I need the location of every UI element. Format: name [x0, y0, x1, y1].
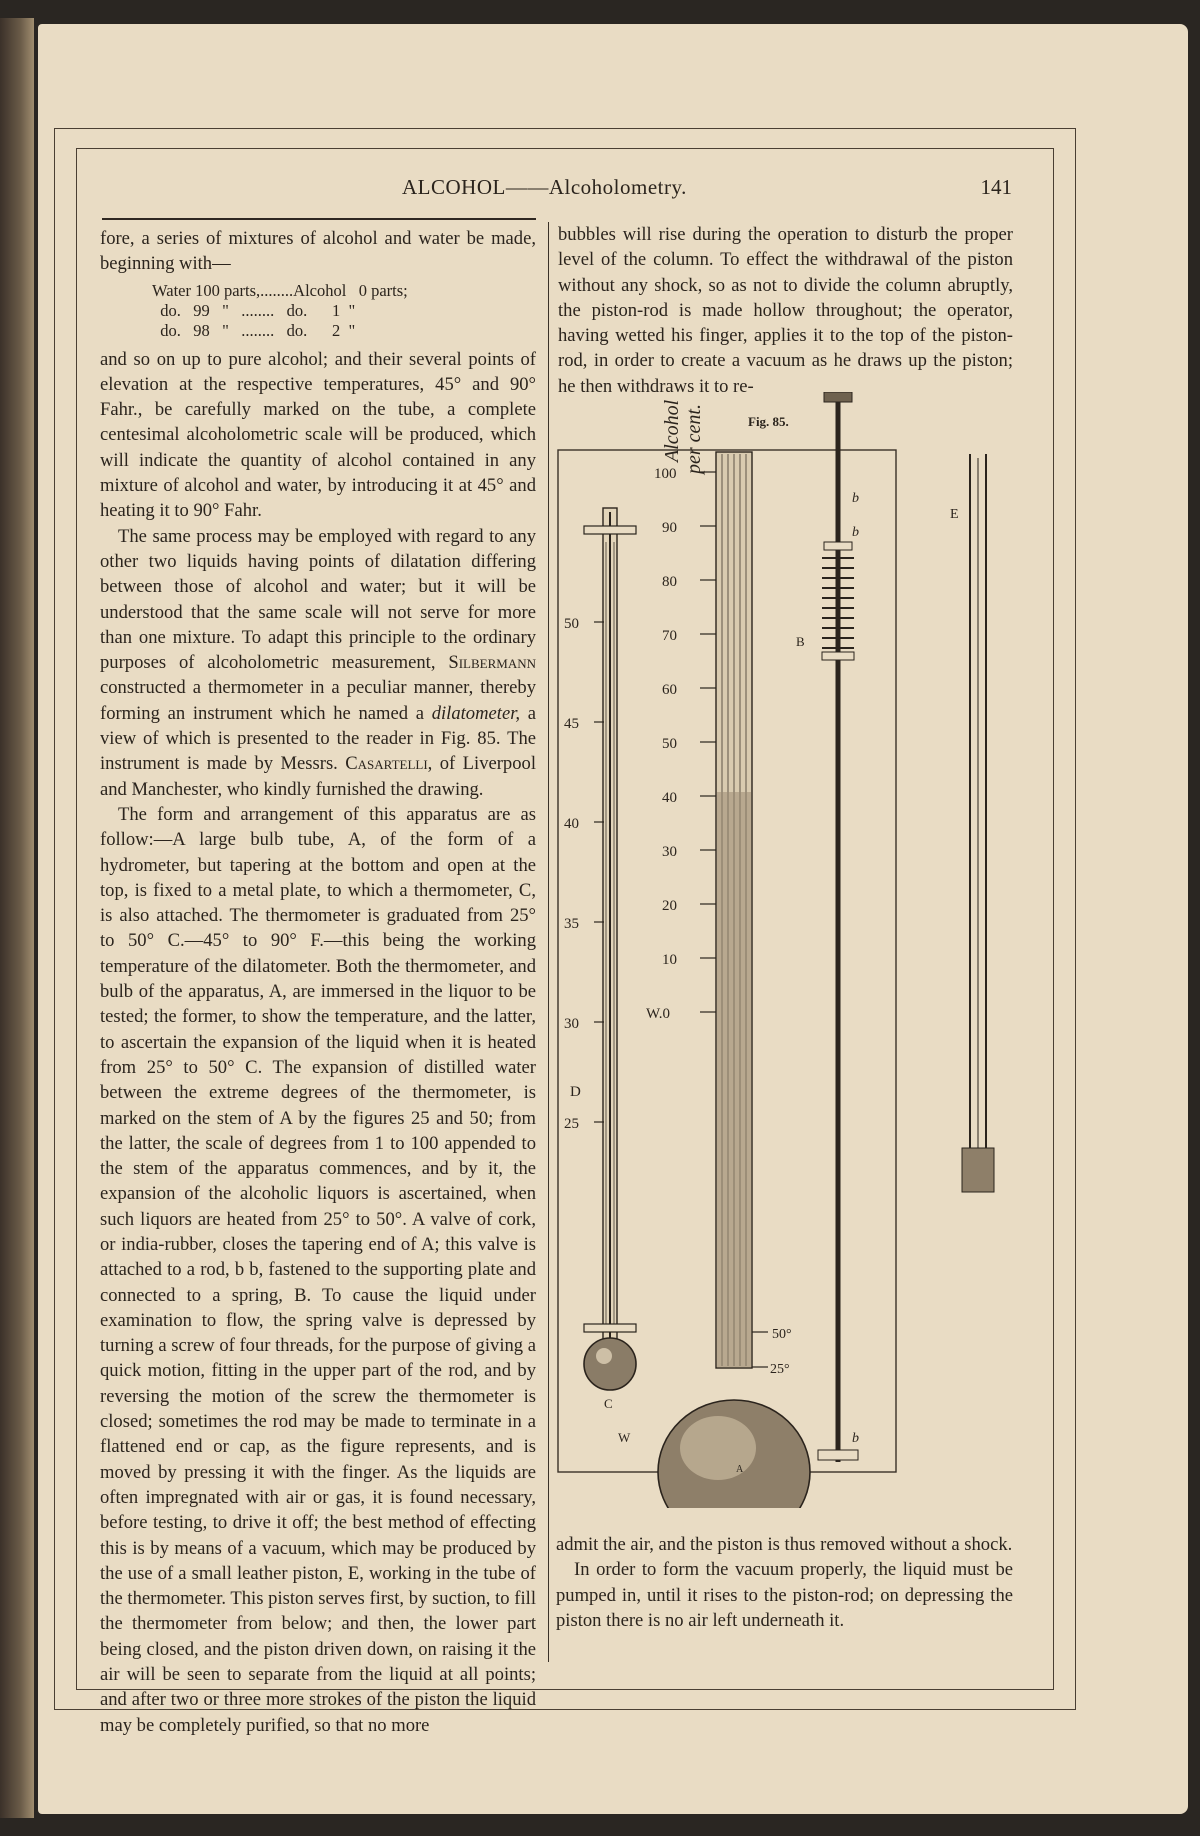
- alcohol-tick-label: 100: [654, 466, 677, 482]
- bulb-tube-a: [618, 452, 810, 1508]
- alcohol-tick-label: 30: [662, 844, 677, 860]
- spring-valve-b: [796, 392, 859, 1462]
- alcohol-tick-label: 40: [662, 790, 677, 806]
- alcohol-tick-label: 50: [662, 736, 677, 752]
- paragraph-right-3: In order to form the vacuum properly, the liquid must be pumped in, until it rises to the piston-rod; on depressing the piston there is no air left underneath it.: [556, 1559, 1013, 1631]
- letter-e: E: [950, 507, 959, 522]
- term-dilatometer: dilatometer,: [431, 702, 521, 724]
- name-casartelli: Casartelli,: [345, 753, 433, 775]
- alcohol-tick-label: 90: [662, 520, 677, 536]
- mixture-table: [152, 281, 536, 341]
- thermo-tick-label: 50: [564, 616, 579, 632]
- stem-heading-alcohol: Alcohol: [661, 399, 683, 462]
- p3-text-d: of Liverpool and Manchester, who kindly furnished the drawing.: [100, 753, 536, 800]
- thermo-tick-label: 40: [564, 816, 579, 832]
- paragraph-right-2: admit the air, and the piston is thus removed without a shock.: [556, 1534, 1013, 1555]
- mixture-row: Water 100 parts,........Alcohol 0 parts;: [152, 280, 408, 300]
- letter-b-rod: b: [852, 525, 859, 540]
- alcohol-tick-label: 70: [662, 628, 677, 644]
- paragraph-4: The form and arrangement of this apparatus are as follow:—A large bulb tube, A, of the form of a hydrometer, but tapering at the bottom and open at the top, is fixed to a metal plate, to which a thermometer, C, is also attached. The thermometer is graduated from 25° to 50° C.—45° to 90° F.—this being the working temperature of the dilatometer. Both the thermometer, and bulb of the apparatus, A, are immersed in the liquor to be tested; the former, to show the temperature, and the latter, to ascertain the expansion of the liquid when it is heated from 25° to 50° C. The expansion of distilled water between the extreme degrees of the thermometer, is marked on the stem of A by the figures 25 and 50; from the latter, the scale of degrees from 1 to 100 appended to the stem of the apparatus commences, and by it, the expansion of the alcoholic liquors is ascertained, when such liquors are heated from 25° to 50°. A valve of cork, or india-rubber, closes the tapering end of A; this valve is attached to a rod, b b, fastened to the supporting plate and connected to a spring, B. To cause the liquid under examination to flow, the spring valve is depressed by turning a screw of four threads, for the purpose of giving a quick motion, fitting in the upper part of the rod, and by reversing the motion of the screw the thermometer is closed; sometimes the rod may be made to terminate in a flattened end or cap, as the figure represents, and is moved by pressing it with the finger. As the liquids are often impregnated with air or gas, it is found necessary, before testing, to drive it off; the best method of effecting this is by means of a vacuum, which may be produced by the use of a small leather piston, E, working in the tube of the thermometer. This piston serves first, by suction, to fill the thermometer from below; and then, the lower part being closed, and the piston driven down, on raising it the air will be seen to separate from the liquid at all points; and after two or three more strokes of the piston the liquid may be completely purified, so that no more: [100, 803, 536, 1736]
- running-head-title: ALCOHOL——Alcoholometry.: [402, 175, 687, 199]
- thermometer-c: [564, 508, 636, 1411]
- paragraph-2: and so on up to pure alcohol; and their several points of elevation at the respective temperatures, 45° and 90° Fahr., be carefully marked on the tube, a complete centesimal alcoholometric scale will be produced, which will indicate the quantity of alcohol contained in any mixture of alcohol and water, by introducing it at 45° and heating it to 90° Fahr.: [100, 348, 536, 522]
- p3-text-c: a view of which is presented to the reader in Fig. 85. The instrument is made by Messrs.: [100, 702, 536, 775]
- alcohol-tick-label: 10: [662, 952, 677, 968]
- left-column: [100, 226, 536, 1738]
- column-divider: [548, 222, 549, 1662]
- name-silbermann: Silbermann: [448, 652, 536, 674]
- letter-d: D: [570, 1084, 581, 1100]
- figure-caption: Fig. 85.: [748, 414, 789, 429]
- running-head: [90, 175, 1020, 205]
- piston-e: [950, 448, 1010, 1198]
- right-column-bottom: [556, 1532, 1013, 1633]
- letter-w: W: [618, 1430, 631, 1445]
- alcohol-tick-label: 60: [662, 682, 677, 698]
- temp-mark-50: 50°: [772, 1327, 792, 1342]
- stem-heading-percent: per cent.: [683, 404, 705, 474]
- alcohol-tick-label: 80: [662, 574, 677, 590]
- page-number: 141: [980, 175, 1012, 199]
- letter-b-rod: b: [852, 1431, 859, 1446]
- letter-a: A: [736, 1464, 744, 1475]
- letter-b-spring: B: [796, 634, 805, 649]
- letter-c: C: [604, 1396, 613, 1411]
- p3-text-b: constructed a thermometer in a peculiar manner, thereby forming an instrument which he named a: [100, 677, 536, 724]
- paragraph-right-1: bubbles will rise during the operation to disturb the proper level of the column. To effect the withdrawal of the piston without any shock, so as not to divide the column abruptly, the piston-rod is made hollow throughout; the operator, having wetted his finger, applies it to the top of the piston-rod, in order to create a vacuum as he draws up the piston; he then withdraws it to re-: [558, 224, 1013, 397]
- alcohol-tick-label: W.0: [646, 1006, 671, 1022]
- paragraph-1: fore, a series of mixtures of alcohol and water be made, beginning with—: [100, 228, 536, 275]
- thermo-tick-label: 25: [564, 1116, 579, 1132]
- figure-85-dilatometer: [556, 392, 918, 1508]
- thermo-tick-label: 35: [564, 916, 579, 932]
- mixture-row: do. 99 " ........ do. 1 ": [152, 300, 356, 320]
- book-spine: [0, 18, 34, 1818]
- thermo-tick-label: 45: [564, 716, 579, 732]
- temp-mark-25: 25°: [770, 1362, 790, 1377]
- mixture-row: do. 98 " ........ do. 2 ": [152, 320, 356, 340]
- letter-b-rod: b: [852, 491, 859, 506]
- alcohol-tick-label: 20: [662, 898, 677, 914]
- head-rule: [102, 218, 536, 220]
- paragraph-3: [100, 524, 536, 802]
- thermo-tick-label: 30: [564, 1016, 579, 1032]
- p3-text-a: The same process may be employed with regard to any other two liquids having points of dilatation differing between those of alcohol and water; but it will be understood that the same scale will not serve for more than one mixture. To adapt this principle to the ordinary purposes of alcoholometric measurement,: [100, 525, 536, 674]
- right-column-top: [558, 222, 1013, 399]
